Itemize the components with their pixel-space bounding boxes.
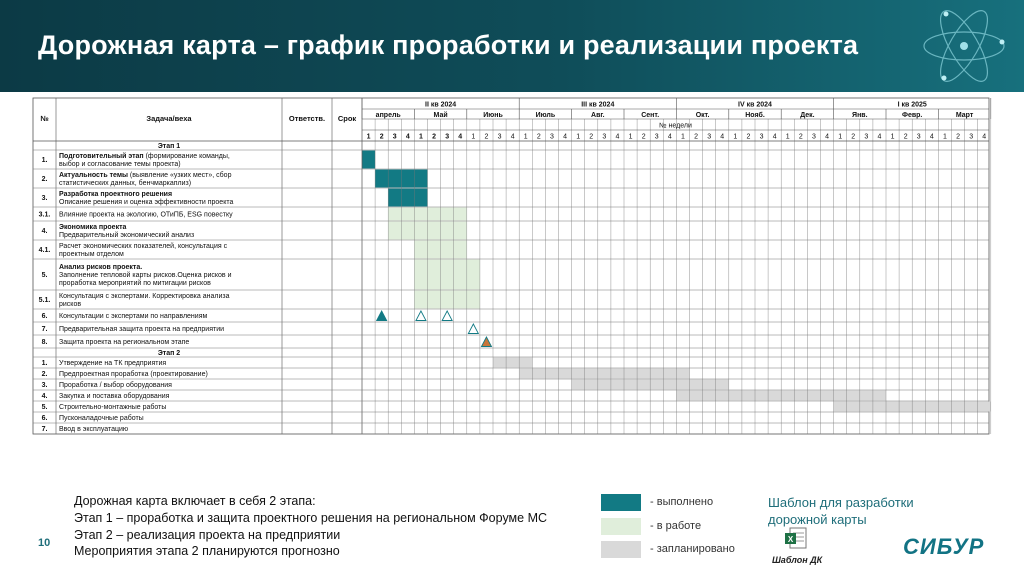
row-number: 3. bbox=[41, 195, 48, 202]
week-number: 4 bbox=[405, 133, 410, 141]
task-title: Консультация с экспертами. Корректировка анализа bbox=[59, 292, 230, 300]
week-number: 3 bbox=[759, 133, 764, 141]
month-label: Окт. bbox=[695, 112, 710, 119]
month-label: Май bbox=[433, 112, 448, 119]
week-number: 2 bbox=[798, 133, 803, 141]
week-number: 1 bbox=[838, 133, 843, 141]
week-number: 1 bbox=[785, 133, 790, 141]
month-label: апрель bbox=[375, 112, 401, 119]
row-number: 1. bbox=[41, 360, 48, 367]
task-title: Предварительная защита проекта на предприятии bbox=[59, 326, 225, 333]
legend-progress-label: - в работе bbox=[650, 520, 702, 532]
weeks-label: № недели bbox=[659, 122, 692, 130]
brand-logo: СИБУР bbox=[903, 534, 985, 559]
quarter-label: IV кв 2024 bbox=[738, 101, 772, 109]
task-title: Ввод в эксплуатацию bbox=[59, 426, 129, 433]
week-number: 4 bbox=[563, 133, 568, 141]
gantt-bar bbox=[519, 369, 689, 379]
task-title: Экономика проекта bbox=[59, 223, 127, 231]
week-number: 3 bbox=[602, 133, 607, 141]
week-number: 3 bbox=[864, 133, 869, 141]
week-number: 4 bbox=[458, 133, 463, 141]
task-title: Расчет экономических показателей, консультация с bbox=[59, 242, 228, 250]
stage-title: Этап 1 bbox=[157, 143, 181, 151]
row-number: 7. bbox=[41, 326, 48, 333]
week-number: 1 bbox=[576, 133, 581, 141]
row-number: 2. bbox=[41, 371, 48, 378]
task-description: статистических данных, бенчмаркаплиз) bbox=[59, 180, 192, 188]
week-number: 1 bbox=[628, 133, 633, 141]
quarter-label: I кв 2025 bbox=[897, 101, 927, 109]
task-description: проектным отделом bbox=[59, 251, 124, 259]
month-label: Июль bbox=[535, 112, 556, 119]
header-num: № bbox=[40, 114, 49, 123]
row-number: 3. bbox=[41, 382, 48, 389]
task-description: проработка мероприятий по митигации рисков bbox=[59, 280, 211, 288]
gantt-bar bbox=[388, 189, 427, 207]
task-title: Проработка / выбор оборудования bbox=[59, 382, 172, 389]
header-resp: Ответств. bbox=[288, 114, 326, 123]
task-title: Анализ рисков проекта. bbox=[59, 263, 143, 271]
week-number: 4 bbox=[877, 133, 882, 141]
legend-planned-swatch bbox=[601, 541, 641, 558]
week-number: 4 bbox=[615, 133, 620, 141]
task-description: рисков bbox=[59, 301, 82, 309]
page-number: 10 bbox=[38, 537, 51, 549]
legend-done-label: - выполнено bbox=[650, 496, 714, 508]
note-line-1: Дорожная карта включает в себя 2 этапа: bbox=[74, 494, 316, 508]
header-term: Срок bbox=[337, 114, 357, 123]
month-label: Авг. bbox=[591, 112, 605, 119]
week-number: 4 bbox=[667, 133, 672, 141]
week-number: 4 bbox=[510, 133, 515, 141]
week-number: 2 bbox=[956, 133, 961, 141]
row-number: 4. bbox=[41, 393, 48, 400]
row-number: 4.1. bbox=[38, 247, 51, 254]
week-number: 3 bbox=[707, 133, 712, 141]
task-title: Защита проекта на региональном этапе bbox=[59, 339, 190, 346]
task-title: Пусконаладочные работы bbox=[59, 415, 144, 422]
task-description: Описание решения и оценка эффективности проекта bbox=[59, 199, 234, 207]
week-number: 4 bbox=[772, 133, 777, 141]
week-number: 3 bbox=[969, 133, 974, 141]
month-label: Янв. bbox=[852, 112, 868, 119]
week-number: 3 bbox=[497, 133, 502, 141]
week-number: 4 bbox=[825, 133, 830, 141]
week-number: 1 bbox=[942, 133, 947, 141]
week-number: 3 bbox=[392, 133, 397, 141]
week-number: 2 bbox=[694, 133, 699, 141]
month-label: Июнь bbox=[483, 112, 503, 119]
week-number: 2 bbox=[432, 133, 437, 141]
header-task: Задача/веха bbox=[146, 114, 192, 123]
row-number: 5. bbox=[41, 404, 48, 411]
month-label: Март bbox=[955, 112, 974, 119]
week-number: 2 bbox=[746, 133, 751, 141]
quarter-label: III кв 2024 bbox=[581, 101, 615, 109]
row-number: 3.1. bbox=[38, 211, 51, 219]
week-number: 1 bbox=[680, 133, 685, 141]
task-title: Подготовительный этап (формирование команды, bbox=[59, 152, 230, 160]
row-number: 1. bbox=[41, 157, 48, 164]
task-title: Строительно-монтажные работы bbox=[59, 404, 167, 411]
row-number: 7. bbox=[41, 426, 48, 433]
spreadsheet-icon[interactable] bbox=[784, 527, 808, 549]
task-title: Утверждение на ТК предприятия bbox=[59, 360, 167, 367]
template-file-label[interactable]: Шаблон ДК bbox=[772, 555, 823, 565]
stage-title: Этап 2 bbox=[157, 350, 181, 358]
month-label: Сент. bbox=[641, 112, 660, 119]
week-number: 2 bbox=[484, 133, 489, 141]
gantt-bar bbox=[362, 151, 375, 169]
legend-done-swatch bbox=[601, 494, 641, 511]
legend-progress-swatch bbox=[601, 518, 641, 535]
week-number: 3 bbox=[916, 133, 921, 141]
task-title: Консультации с экспертами по направлениям bbox=[59, 313, 208, 320]
week-number: 4 bbox=[720, 133, 725, 141]
week-number: 4 bbox=[929, 133, 934, 141]
row-number: 4. bbox=[41, 228, 48, 235]
task-description: Заполнение тепловой карты рисков.Оценка рисков и bbox=[59, 272, 232, 279]
task-title: Влияние проекта на экологию, ОТиПБ, ESG повестку bbox=[59, 211, 233, 219]
quarter-label: II кв 2024 bbox=[425, 101, 457, 109]
month-label: Дек. bbox=[800, 112, 815, 119]
svg-text:X: X bbox=[787, 535, 794, 544]
task-title: Актуальность темы (выявление «узких мест», сбор bbox=[59, 171, 232, 179]
week-number: 2 bbox=[379, 133, 384, 141]
month-label: Февр. bbox=[901, 112, 923, 119]
task-title: Предпроектная проработка (проектирование) bbox=[59, 371, 208, 378]
week-number: 1 bbox=[733, 133, 738, 141]
week-number: 3 bbox=[445, 133, 450, 141]
task-title: Закупка и поставка оборудования bbox=[59, 393, 170, 400]
week-number: 1 bbox=[471, 133, 476, 141]
row-number: 6. bbox=[41, 313, 48, 320]
row-number: 5. bbox=[41, 272, 48, 279]
row-number: 2. bbox=[41, 176, 48, 183]
week-number: 2 bbox=[903, 133, 908, 141]
task-description: выбор и согласование темы проекта) bbox=[59, 161, 181, 169]
month-label: Нояб. bbox=[745, 112, 765, 119]
template-caption: Шаблон для разработки дорожной карты bbox=[768, 495, 914, 527]
legend-planned-label: - запланировано bbox=[650, 543, 735, 555]
row-number: 6. bbox=[41, 415, 48, 422]
task-title: Разработка проектного решения bbox=[59, 190, 173, 198]
row-number: 5.1. bbox=[38, 297, 51, 304]
page-title: Дорожная карта – график проработки и реализации проекта bbox=[38, 30, 859, 60]
week-number: 2 bbox=[589, 133, 594, 141]
gantt-bar bbox=[414, 291, 480, 309]
week-number: 1 bbox=[418, 133, 423, 141]
week-number: 4 bbox=[982, 133, 987, 141]
week-number: 3 bbox=[549, 133, 554, 141]
week-number: 1 bbox=[890, 133, 895, 141]
week-number: 3 bbox=[654, 133, 659, 141]
row-number: 8. bbox=[41, 339, 48, 346]
note-line-3: Этап 2 – реализация проекта на предприятии bbox=[74, 528, 341, 542]
week-number: 1 bbox=[523, 133, 528, 141]
gantt-bar bbox=[414, 260, 480, 290]
gantt-bar bbox=[493, 358, 532, 368]
week-number: 3 bbox=[811, 133, 816, 141]
week-number: 2 bbox=[536, 133, 541, 141]
task-description: Предварительный экономический анализ bbox=[59, 232, 195, 240]
note-line-4: Мероприятия этапа 2 планируются прогнозно bbox=[74, 544, 340, 558]
week-number: 2 bbox=[851, 133, 856, 141]
week-number: 2 bbox=[641, 133, 646, 141]
week-number: 1 bbox=[366, 133, 371, 141]
note-line-2: Этап 1 – проработка и защита проектного решения на региональном Форуме МС bbox=[74, 511, 548, 525]
